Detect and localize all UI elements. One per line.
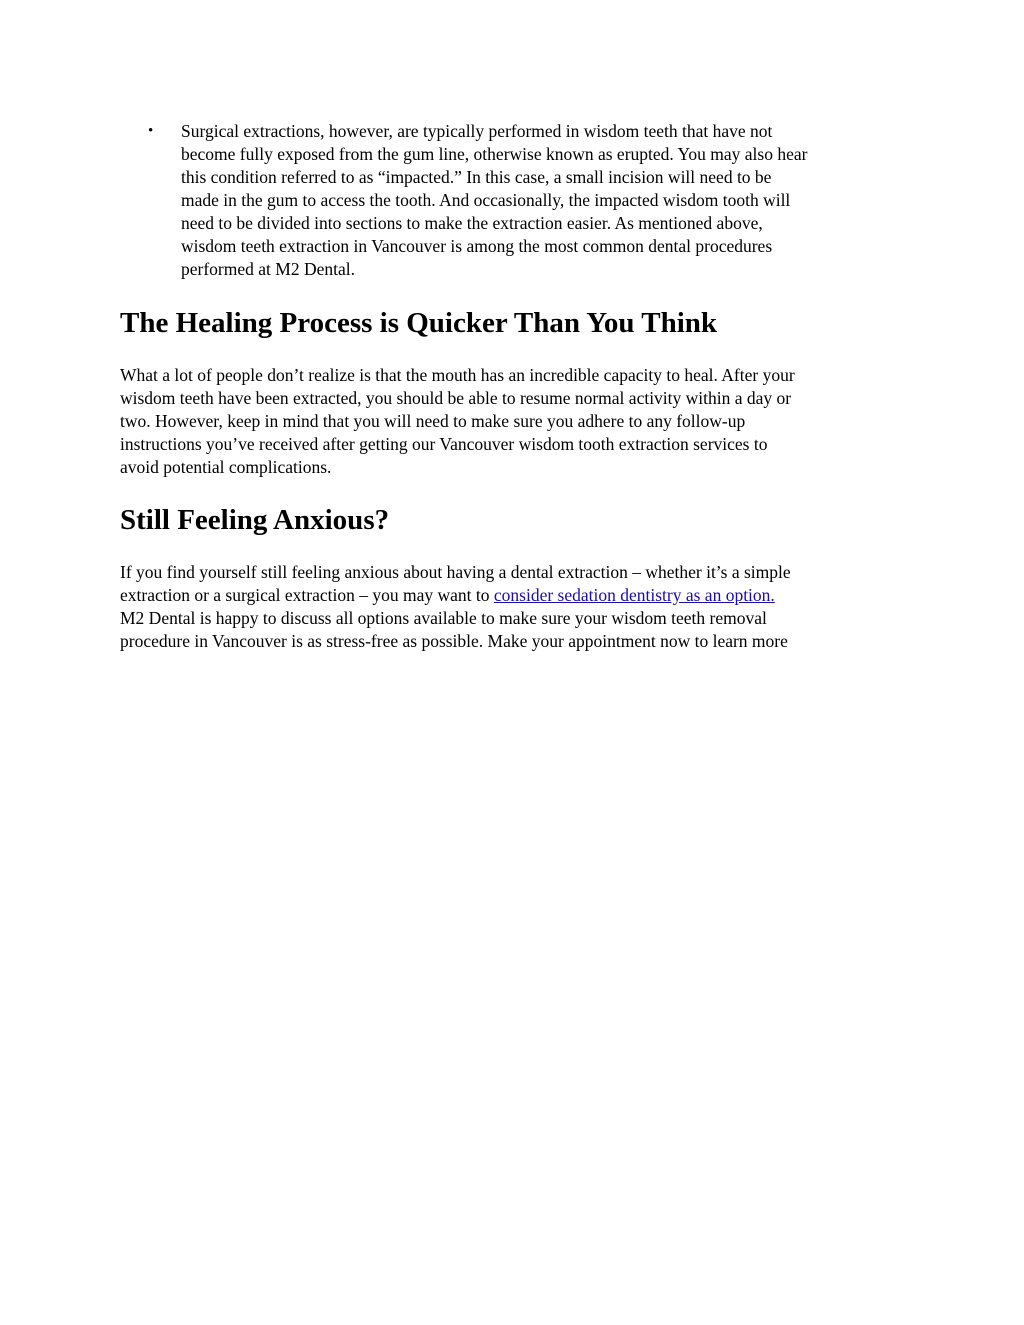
paragraph-line: What a lot of people don’t realize is that the mouth has an incredible capacity to heal. After your	[120, 365, 795, 385]
list-item	[120, 120, 910, 281]
paragraph-line: M2 Dental is happy to discuss all options available to make sure your wisdom teeth removal	[120, 608, 767, 628]
bullet-line: wisdom teeth extraction in Vancouver is among the most common dental procedures	[181, 236, 773, 256]
bullet-list	[120, 120, 910, 281]
sedation-dentistry-link[interactable]: consider sedation dentistry as an option.	[493, 585, 775, 605]
paragraph-line: instructions you’ve received after getting our Vancouver wisdom tooth extraction services to	[120, 434, 768, 454]
bullet-line: Surgical extractions, however, are typically performed in wisdom teeth that have not	[181, 121, 773, 141]
bullet-line: become fully exposed from the gum line, otherwise known as erupted. You may also hear	[181, 144, 808, 164]
paragraph-line-prefix: extraction or a surgical extraction – you may want to	[120, 585, 494, 605]
paragraph-line: two. However, keep in mind that you will need to make sure you adhere to any follow-up	[120, 411, 746, 431]
bullet-line: need to be divided into sections to make the extraction easier. As mentioned above,	[181, 213, 763, 233]
paragraph-healing	[120, 364, 910, 479]
bullet-line: this condition referred to as “impacted.” In this case, a small incision will need to be	[181, 167, 772, 187]
bullet-line: made in the gum to access the tooth. And occasionally, the impacted wisdom tooth will	[181, 190, 791, 210]
paragraph-line: procedure in Vancouver is as stress-free as possible. Make your appointment now to learn more	[120, 631, 788, 651]
paragraph-line	[120, 584, 910, 607]
bullet-icon: •	[148, 123, 154, 139]
section-heading-anxious: Still Feeling Anxious?	[120, 504, 390, 536]
paragraph-anxious	[120, 561, 910, 653]
section-heading-healing: The Healing Process is Quicker Than You Think	[120, 307, 718, 339]
paragraph-line: avoid potential complications.	[120, 457, 332, 477]
bullet-line: performed at M2 Dental.	[181, 259, 355, 279]
paragraph-line: wisdom teeth have been extracted, you should be able to resume normal activity within a day or	[120, 388, 792, 408]
paragraph-line: If you find yourself still feeling anxious about having a dental extraction – whether it’s a simple	[120, 562, 791, 582]
